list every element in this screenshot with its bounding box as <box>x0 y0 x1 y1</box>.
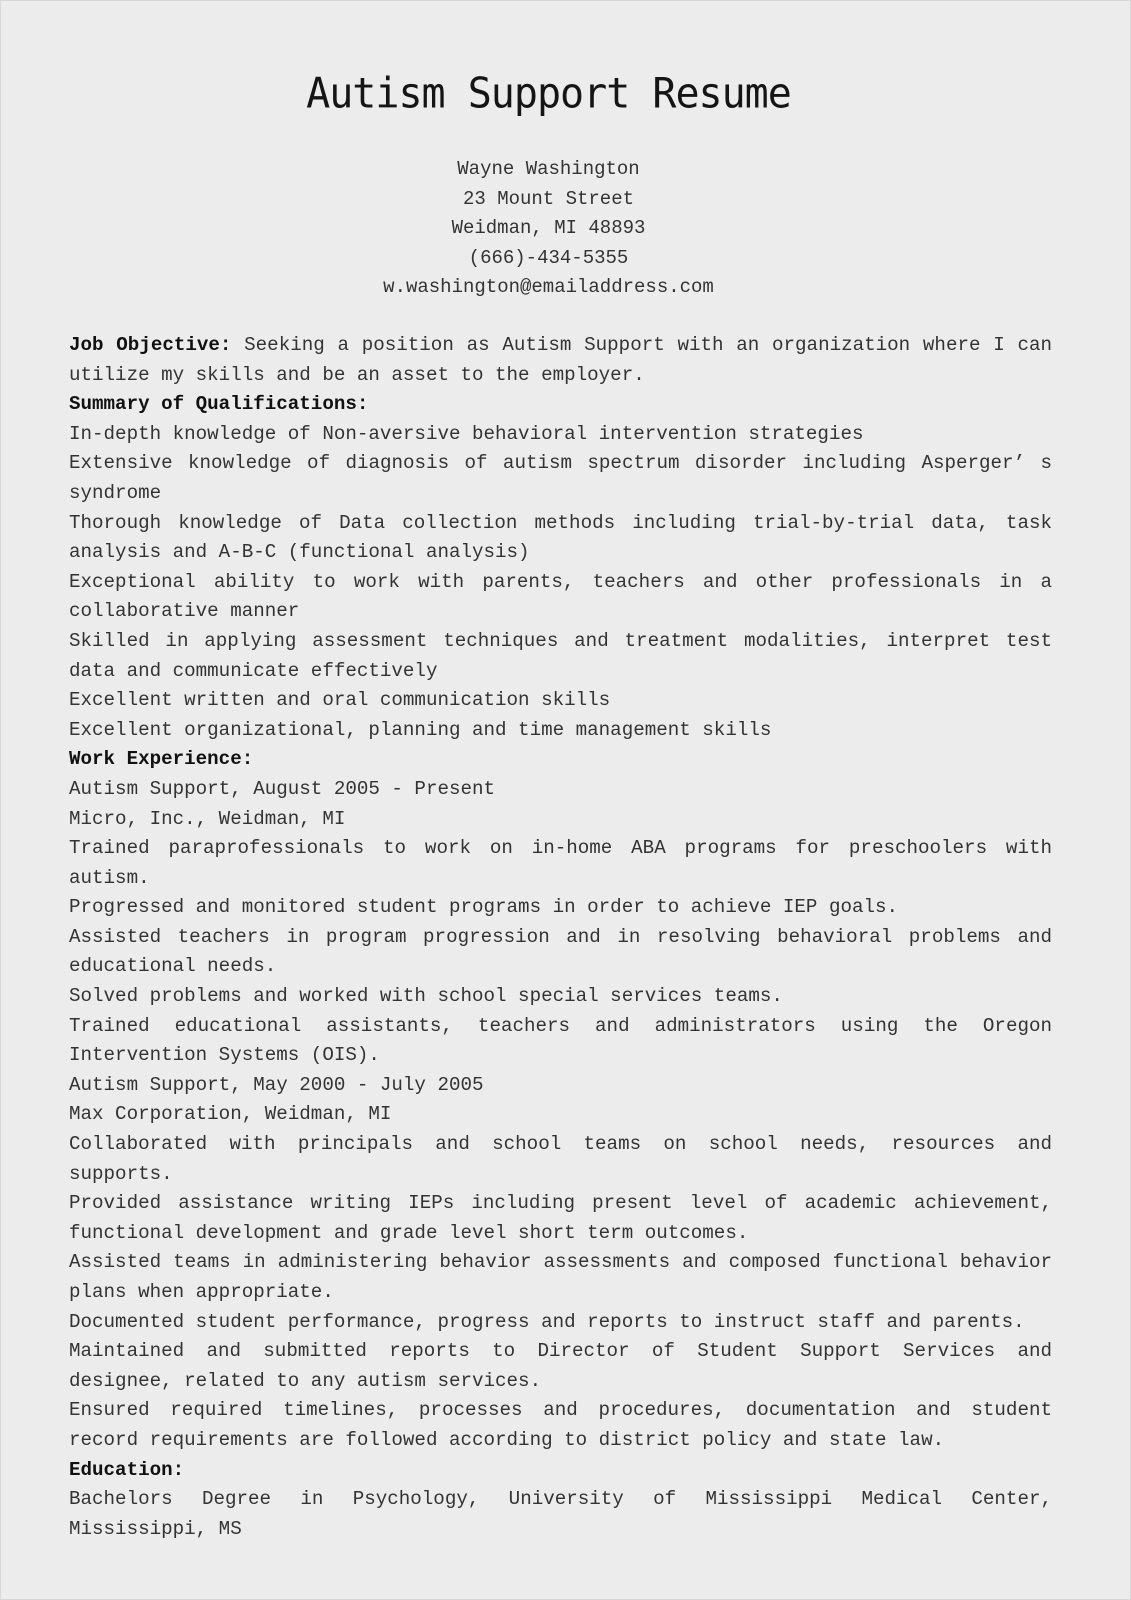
contact-name: Wayne Washington <box>457 158 640 180</box>
job-duty: Progressed and monitored student programs in order to achieve IEP goals. <box>69 896 899 919</box>
qualifications-heading: Summary of Qualifications: <box>69 393 369 416</box>
contact-email: w.washington@emailaddress.com <box>383 276 714 298</box>
work-experience-heading: Work Experience: <box>69 748 254 771</box>
contact-block <box>1 155 1096 303</box>
qualification-item: Excellent written and oral communication skills <box>69 689 611 712</box>
contact-city: Weidman, MI 48893 <box>451 217 646 239</box>
education-item: Bachelors Degree in Psychology, University of Mississippi Medical Center, Mississippi, MS <box>69 1488 1052 1540</box>
qualification-item: Excellent organizational, planning and time management skills <box>69 718 772 741</box>
job-duty: Collaborated with principals and school teams on school needs, resources and supports. <box>69 1133 1052 1185</box>
resume-body <box>69 331 1052 1544</box>
job-duty: Ensured required timelines, processes and procedures, documentation and student record requirements are followed according to district policy and state law. <box>69 1399 1052 1451</box>
qualification-item: Skilled in applying assessment techniques and treatment modalities, interpret test data and communicate effectively <box>69 629 1052 682</box>
qualification-item: Extensive knowledge of diagnosis of autism spectrum disorder including Asperger’ s syndrome <box>69 452 1052 504</box>
job-duty: Trained educational assistants, teachers and administrators using the Oregon Intervention Systems (OIS). <box>69 1014 1052 1067</box>
contact-street: 23 Mount Street <box>462 187 635 210</box>
job-duty: Provided assistance writing IEPs including present level of academic achievement, functional development and grade level short term outcomes. <box>69 1192 1052 1244</box>
job-title: Autism Support, August 2005 - Present <box>69 777 496 800</box>
job-objective <box>69 331 1052 390</box>
job-objective-text: Seeking a position as Autism Support with an organization where I can utilize my skills and be an asset to the employer. <box>69 334 1052 386</box>
job-duty: Maintained and submitted reports to Director of Student Support Services and designee, related to any autism services. <box>69 1340 1052 1392</box>
qualification-item: In-depth knowledge of Non-aversive behavioral intervention strategies <box>69 422 864 445</box>
qualification-item: Thorough knowledge of Data collection methods including trial-by-trial data, task analysis and A-B-C (functional analysis) <box>69 511 1052 564</box>
job-duty: Solved problems and worked with school special services teams. <box>69 985 783 1008</box>
job-duty: Assisted teachers in program progression and in resolving behavioral problems and educational needs. <box>69 925 1052 978</box>
job-company: Micro, Inc., Weidman, MI <box>69 807 346 830</box>
job-company: Max Corporation, Weidman, MI <box>69 1103 392 1126</box>
job-duty: Assisted teams in administering behavior assessments and composed functional behavior plans when appropriate. <box>69 1251 1052 1303</box>
job-duty: Trained paraprofessionals to work on in-home ABA programs for preschoolers with autism. <box>69 837 1052 889</box>
job-title: Autism Support, May 2000 - July 2005 <box>69 1073 484 1096</box>
contact-phone: (666)-434-5355 <box>468 246 629 269</box>
education-heading: Education: <box>69 1458 185 1481</box>
qualification-item: Exceptional ability to work with parents, teachers and other professionals in a collaborative manner <box>69 570 1052 623</box>
job-objective-label: Job Objective: <box>69 334 232 356</box>
page-title: Autism Support Resume <box>306 69 791 119</box>
job-duty: Documented student performance, progress and reports to instruct staff and parents. <box>69 1310 1025 1333</box>
